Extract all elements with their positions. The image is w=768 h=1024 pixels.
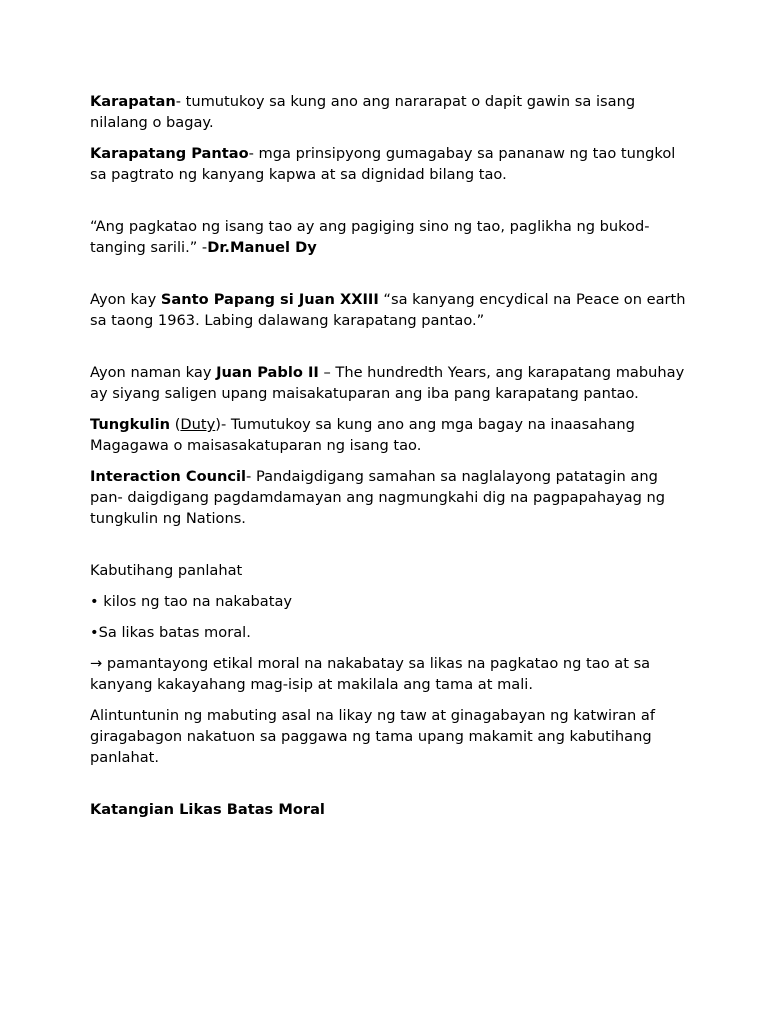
karapatang-pantao-paragraph — [90, 143, 686, 185]
tungkulin-term: Tungkulin — [90, 416, 171, 433]
tungkulin-definition: )- Tumutukoy sa kung ano ang mga bagay na inaasahang Magagawa o maisasakatuparan ng isang tao. — [90, 416, 635, 454]
karapatang-pantao-definition: - mga prinsipyong gumagabay sa pananaw ng tao tungkol sa pagtrato ng kanyang kapwa at sa dignidad bilang tao. — [90, 145, 676, 183]
interaction-council-definition: - Pandaigdigang samahan sa naglalayong patatagin ang pan- daigdigang pagdamdamayan ang nagmungkahi dig na pagpapahayag ng tungkulin ng Nations. — [90, 468, 666, 527]
bullet-kilos: • kilos ng tao na nakabatay — [90, 593, 293, 610]
interaction-council-term: Interaction Council — [90, 468, 247, 485]
juan-pablo-paragraph — [90, 362, 686, 404]
santo-papa-prefix: Ayon kay — [90, 291, 161, 308]
bullet-likas-batas: •Sa likas batas moral. — [90, 624, 251, 641]
santo-papa-name: Santo Papang si Juan XXIII — [160, 291, 379, 308]
tungkulin-duty: Duty — [180, 416, 216, 433]
alintuntunin-paragraph: Alintuntunin ng mabuting asal na likay ng taw at ginagabayan ng katwiran af giragabagon nakatuon sa paggawa ng tama upang makamit ang kabutihang panlahat. — [90, 707, 656, 766]
arrow-pamantayon: → pamantayong etikal moral na nakabatay sa likas na pagkatao ng tao at sa kanyang kakayahang mag-isip at makilala ang tama at mali. — [90, 655, 651, 693]
document-page — [90, 91, 686, 830]
karapatan-definition: - tumutukoy sa kung ano ang nararapat o dapit gawin sa isang nilalang o bagay. — [90, 93, 636, 131]
katangian-heading-text: Katangian Likas Batas Moral — [90, 801, 325, 818]
interaction-council-paragraph — [90, 466, 686, 529]
juan-pablo-name: Juan Pablo II — [216, 364, 319, 381]
santo-papa-text: “sa kanyang encydical na Peace on earth sa taong 1963. Labing dalawang karapatang pantao.” — [90, 291, 686, 329]
karapatang-pantao-term: Karapatang Pantao — [90, 145, 249, 162]
quote-author: Dr.Manuel Dy — [207, 239, 317, 256]
quote-text: “Ang pagkatao ng isang tao ay ang pagiging sino ng tao, paglikha ng bukod-tanging sarili.” - — [90, 218, 650, 256]
tungkulin-open-paren: ( — [170, 416, 181, 433]
kabutihang-panlahat-label: Kabutihang panlahat — [90, 562, 243, 579]
karapatan-term: Karapatan — [90, 93, 176, 110]
tungkulin-paragraph — [90, 414, 686, 456]
juan-pablo-text: – The hundredth Years, ang karapatang mabuhay ay siyang saligen upang maisakatuparan ang iba pang karapatang pantao. — [90, 364, 685, 402]
katangian-heading — [90, 799, 686, 820]
karapatan-paragraph — [90, 91, 686, 133]
juan-pablo-prefix: Ayon naman kay — [90, 364, 217, 381]
quote-paragraph — [90, 216, 686, 258]
santo-papa-paragraph — [90, 289, 686, 331]
